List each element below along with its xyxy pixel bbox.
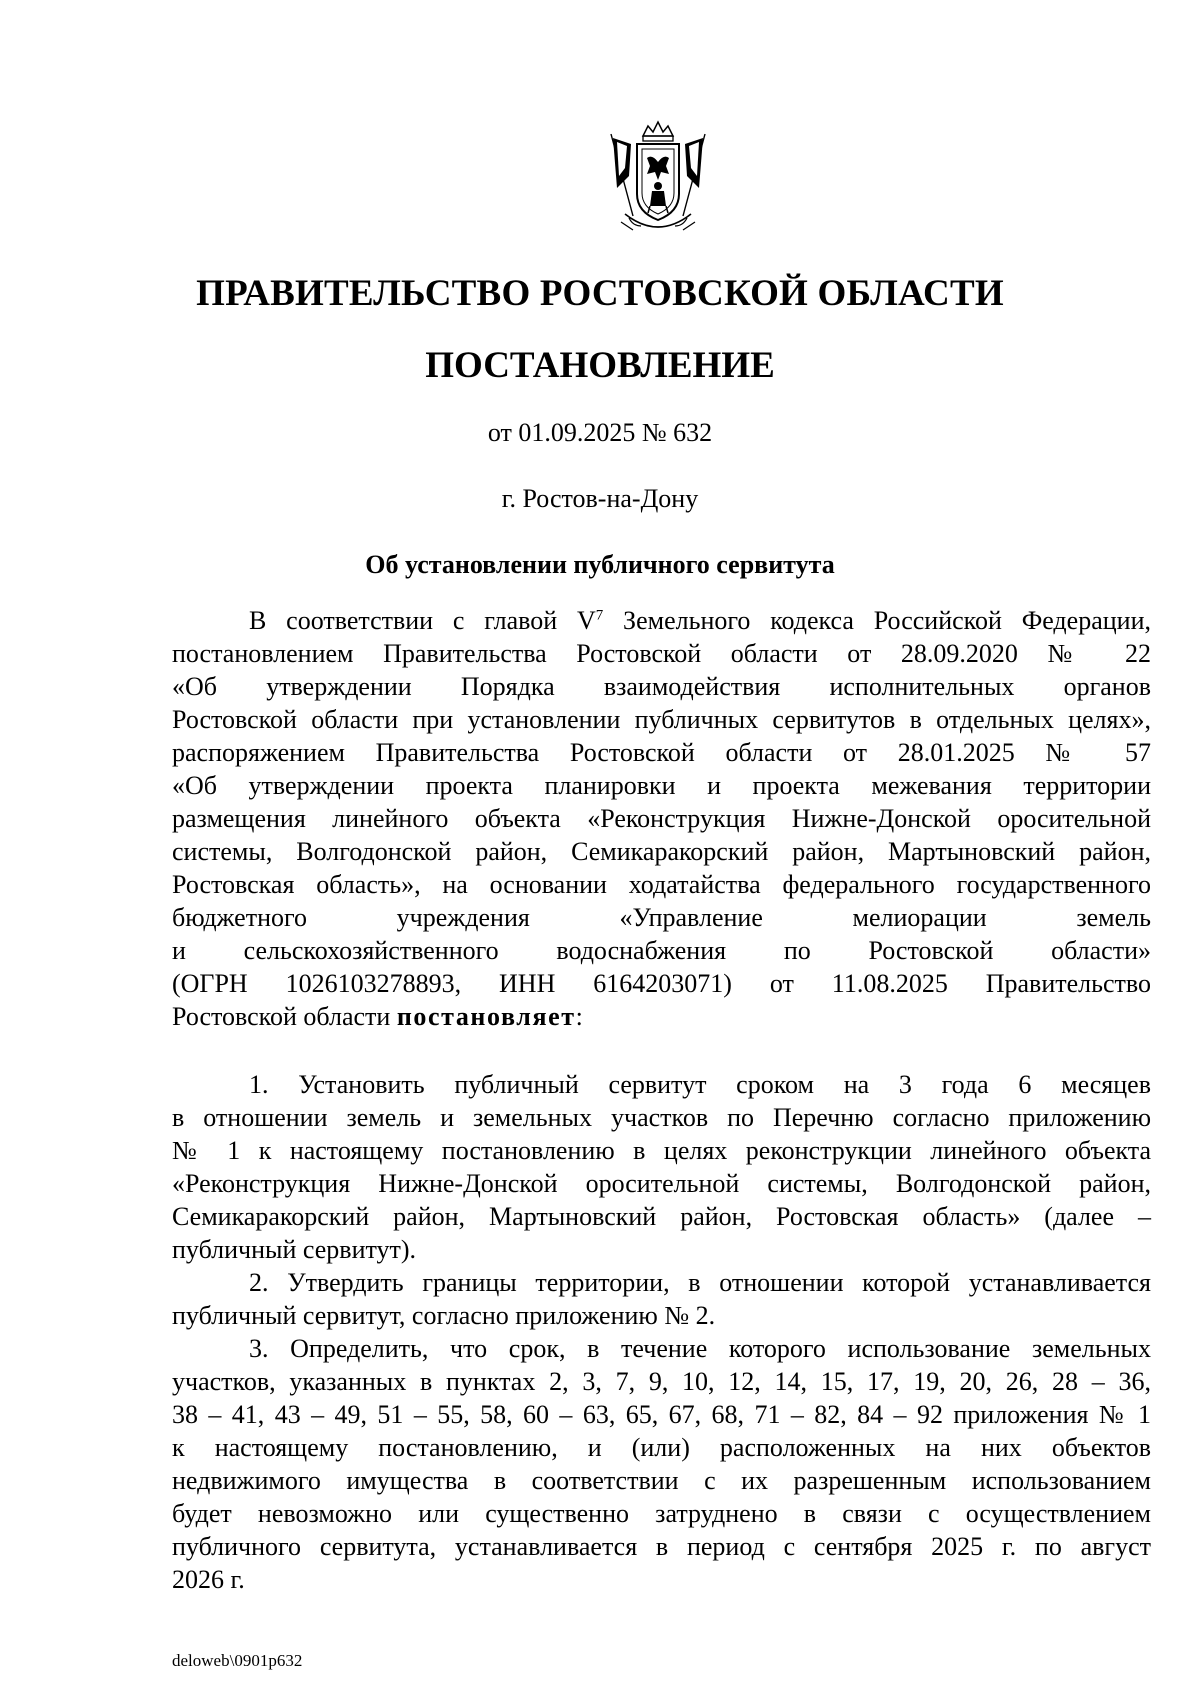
- text-line: 38 – 41, 43 – 49, 51 – 55, 58, 60 – 63, 65, 67, 68, 71 – 82, 84 – 92 приложения № 1: [172, 1400, 1151, 1429]
- document-footer-code: deloweb\0901p632: [172, 1651, 303, 1670]
- text-line: 2. Утвердить границы территории, в отношении которой устанавливается: [249, 1268, 1151, 1297]
- document-date-number: от 01.09.2025 № 632: [487, 418, 713, 447]
- item-2-paragraph: [172, 1266, 1151, 1332]
- text-line: «Реконструкция Нижне-Донской оросительной системы, Волгодонской район,: [172, 1169, 1151, 1198]
- text-line: 3. Определить, что срок, в течение которого использование земельных: [249, 1334, 1151, 1363]
- document-city: г. Ростов-на-Дону: [501, 484, 699, 513]
- text-line: публичный сервитут).: [172, 1235, 417, 1264]
- text-line: В соответствии с главой $V^7$ Земельного кодекса Российской Федерации,: [249, 606, 1151, 635]
- text-line: публичный сервитут, согласно приложению № 2.: [172, 1301, 716, 1330]
- text-line: бюджетного учреждения «Управление мелиорации земель: [172, 903, 1151, 932]
- document-subject: Об установлении публичного сервитута: [365, 550, 835, 579]
- text-line: «Об утверждении проекта планировки и проекта межевания территории: [172, 771, 1151, 800]
- text-line: к настоящему постановлению, и (или) расположенных на них объектов: [172, 1433, 1151, 1462]
- text-line: Ростовской области при установлении публичных сервитутов в отдельных целях»,: [172, 705, 1151, 734]
- text-line: (ОГРН 1026103278893, ИНН 6164203071) от 11.08.2025 Правительство: [172, 969, 1151, 998]
- text-line: Ростовская область», на основании ходатайства федерального государственного: [172, 870, 1151, 899]
- text-line: распоряжением Правительства Ростовской области от 28.01.2025 № 57: [172, 738, 1151, 767]
- text-line: участков, указанных в пунктах 2, 3, 7, 9, 10, 12, 14, 15, 17, 19, 20, 26, 28 – 36,: [172, 1367, 1151, 1396]
- government-title: ПРАВИТЕЛЬСТВО РОСТОВСКОЙ ОБЛАСТИ: [196, 273, 1004, 314]
- text-line: недвижимого имущества в соответствии с их разрешенным использованием: [172, 1466, 1151, 1495]
- item-3-paragraph: [172, 1332, 1151, 1596]
- text-line: будет невозможно или существенно затруднено в связи с осуществлением: [172, 1499, 1151, 1528]
- text-line: Семикаракорский район, Мартыновский район, Ростовская область» (далее –: [172, 1202, 1151, 1231]
- text-line: № 1 к настоящему постановлению в целях реконструкции линейного объекта: [172, 1136, 1151, 1165]
- document-type: ПОСТАНОВЛЕНИЕ: [425, 345, 775, 386]
- text-line: размещения линейного объекта «Реконструкция Нижне-Донской оросительной: [172, 804, 1151, 833]
- preamble-paragraph: [172, 604, 1151, 1033]
- text-line: в отношении земель и земельных участков по Перечню согласно приложению: [172, 1103, 1151, 1132]
- text-line: и сельскохозяйственного водоснабжения по Ростовской области»: [172, 936, 1151, 965]
- text-line: системы, Волгодонской район, Семикаракорский район, Мартыновский район,: [172, 837, 1151, 866]
- text-line: публичного сервитута, устанавливается в период с сентября 2025 г. по август: [172, 1532, 1151, 1561]
- coat-of-arms-emblem: [603, 118, 713, 240]
- text-line: постановлением Правительства Ростовской области от 28.09.2020 № 22: [172, 639, 1151, 668]
- text-line: «Об утверждении Порядка взаимодействия исполнительных органов: [172, 672, 1151, 701]
- text-line: 2026 г.: [172, 1565, 245, 1594]
- resolves-keyword: постановляет: [396, 1002, 576, 1031]
- item-1-paragraph: [172, 1068, 1151, 1266]
- text-line: Ростовской области постановляет:: [172, 1002, 583, 1031]
- text-line: 1. Установить публичный сервитут сроком на 3 года 6 месяцев: [249, 1070, 1151, 1099]
